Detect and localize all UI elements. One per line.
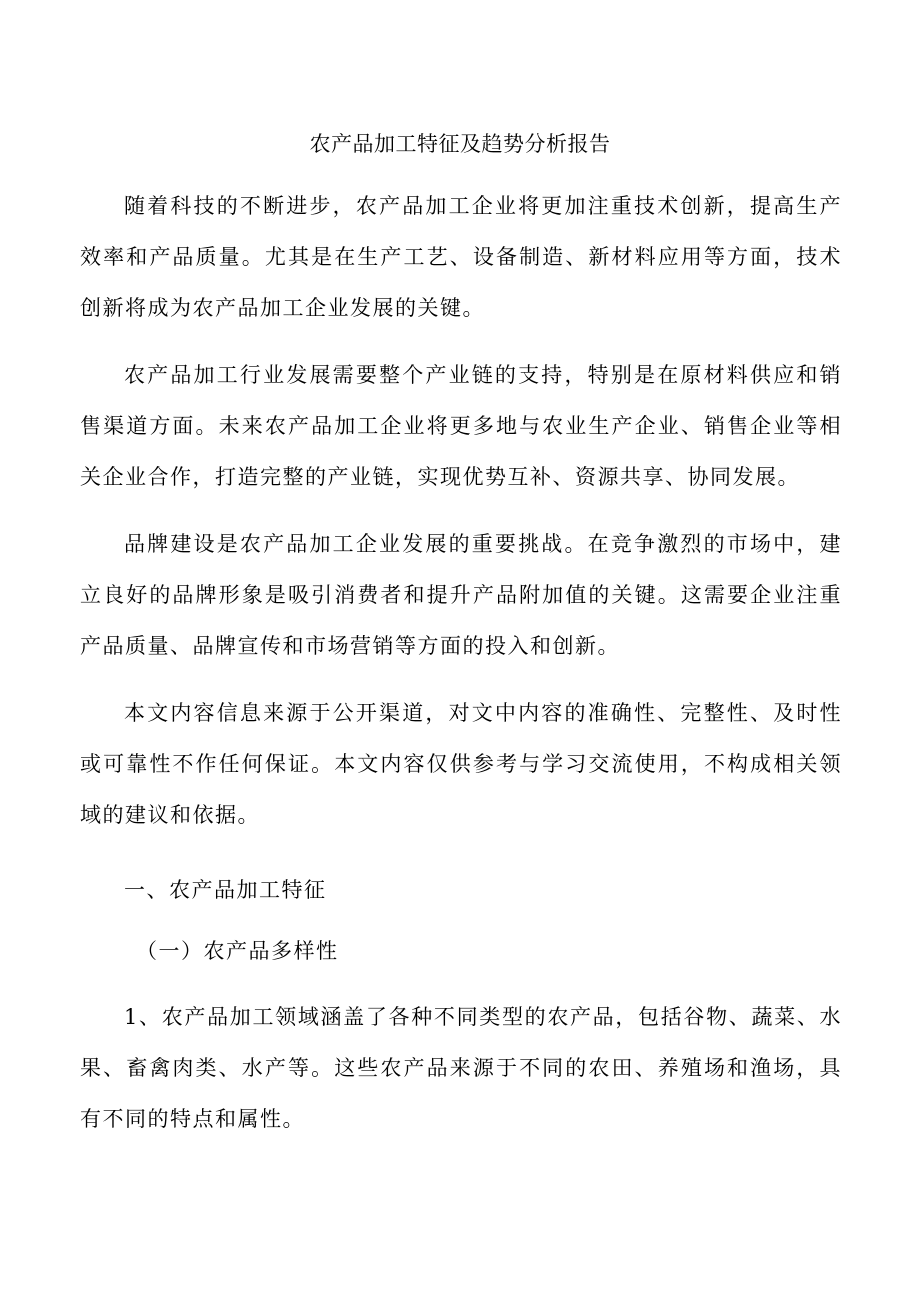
paragraph-disclaimer: 本文内容信息来源于公开渠道，对文中内容的准确性、完整性、及时性或可靠性不作任何保证。本文内容仅供参考与学习交流使用，不构成相关领域的建议和依据。 [80, 701, 842, 827]
subsection-heading: （一）农产品多样性 [136, 939, 339, 963]
paragraph-tech-innovation: 随着科技的不断进步，农产品加工企业将更加注重技术创新，提高生产效率和产品质量。尤其是在生产工艺、设备制造、新材料应用等方面，技术创新将成为农产品加工企业发展的关键。 [80, 194, 842, 320]
paragraph-industry-chain: 农产品加工行业发展需要整个产业链的支持，特别是在原材料供应和销售渠道方面。未来农产品加工企业将更多地与农业生产企业、销售企业等相关企业合作，打造完整的产业链，实现优势互补、资源共享、协同发展。 [80, 363, 842, 489]
paragraph-brand-building: 品牌建设是农产品加工企业发展的重要挑战。在竞争激烈的市场中，建立良好的品牌形象是吸引消费者和提升产品附加值的关键。这需要企业注重产品质量、品牌宣传和市场营销等方面的投入和创新。 [80, 532, 842, 658]
document-title: 农产品加工特征及趋势分析报告 [309, 132, 611, 156]
section-heading: 一、农产品加工特征 [124, 878, 327, 902]
paragraph-item-1: 1、农产品加工领域涵盖了各种不同类型的农产品，包括谷物、蔬菜、水果、畜禽肉类、水产等。这些农产品来源于不同的农田、养殖场和渔场，具有不同的特点和属性。 [80, 1005, 842, 1131]
